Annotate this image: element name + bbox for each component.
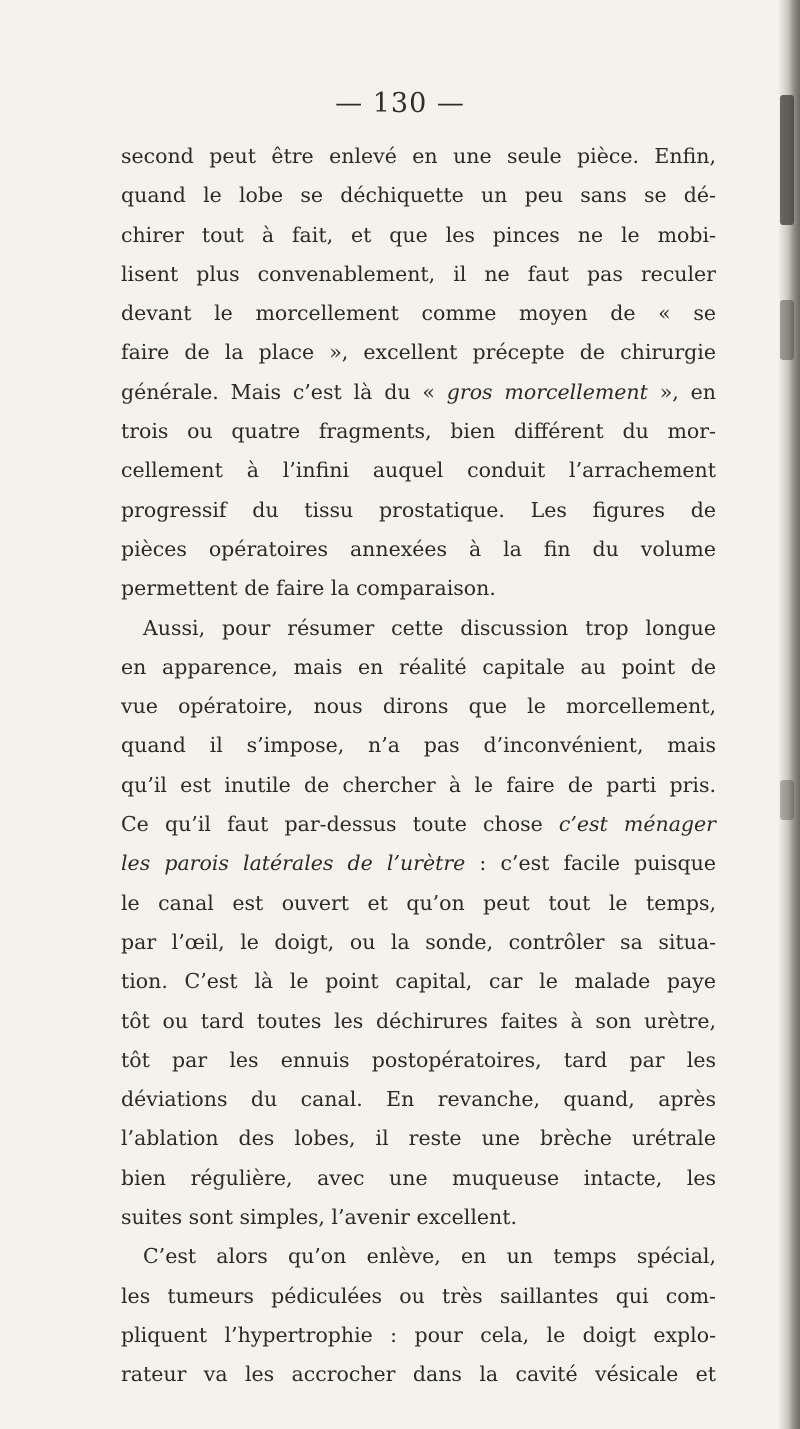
text-run: permettent de faire la comparaison. <box>121 576 496 601</box>
page-edge-mark <box>780 780 794 820</box>
page-edge-mark <box>780 300 794 360</box>
text-run: déviations du canal. En revanche, quand, après <box>121 1087 716 1112</box>
text-run: qu’il est inutile de chercher à le faire de parti pris. <box>121 772 716 797</box>
text-line <box>121 294 716 333</box>
text-line <box>121 609 716 648</box>
text-line <box>121 648 716 687</box>
text-run: : c’est facile puisque <box>465 851 716 876</box>
text-line <box>121 1355 716 1394</box>
text-run: pièces opératoires annexées à la fin du volume <box>121 536 716 561</box>
text-line <box>121 373 716 412</box>
text-run: par l’œil, le doigt, ou la sonde, contrôler sa situa- <box>121 929 716 954</box>
text-run: quand il s’impose, n’a pas d’inconvénient, mais <box>121 733 716 758</box>
text-line <box>121 844 716 883</box>
text-line <box>121 333 716 372</box>
body-text <box>121 137 716 1395</box>
text-run: en apparence, mais en réalité capitale au point de <box>121 654 716 679</box>
text-run: Aussi, pour résumer cette discussion trop longue <box>143 615 716 640</box>
text-run: second peut être enlevé en une seule pièce. Enfin, <box>121 144 716 168</box>
text-line <box>121 412 716 451</box>
text-line <box>121 805 716 844</box>
text-line <box>121 1277 716 1316</box>
text-run: suites sont simples, l’avenir excellent. <box>121 1205 517 1230</box>
text-run: cellement à l’infini auquel conduit l’arrachement <box>121 458 716 483</box>
text-run: bien régulière, avec une muqueuse intacte, les <box>121 1165 716 1190</box>
text-run: les tumeurs pédiculées ou très saillantes qui com- <box>121 1283 716 1308</box>
text-run: chirer tout à fait, et que les pinces ne le mobi- <box>121 222 716 247</box>
text-run: vue opératoire, nous dirons que le morcellement, <box>121 694 716 719</box>
text-run: lisent plus convenablement, il ne faut pas reculer <box>121 261 716 286</box>
text-run: faire de la place », excellent précepte de chirurgie <box>121 340 716 365</box>
text-line <box>121 491 716 530</box>
text-line <box>121 1041 716 1080</box>
text-line <box>121 687 716 726</box>
text-run: tion. C’est là le point capital, car le malade paye <box>121 969 716 994</box>
text-run: le canal est ouvert et qu’on peut tout le temps, <box>121 890 716 915</box>
italic-text: c’est ménager <box>558 812 716 837</box>
text-line <box>121 255 716 294</box>
text-line <box>121 1080 716 1119</box>
text-run: l’ablation des lobes, il reste une brèche urétrale <box>121 1126 716 1151</box>
text-run: tôt ou tard toutes les déchirures faites à son urètre, <box>121 1008 716 1033</box>
text-run: C’est alors qu’on enlève, en un temps spécial, <box>143 1244 716 1269</box>
text-line <box>121 530 716 569</box>
text-run: quand le lobe se déchiquette un peu sans se dé- <box>121 183 716 208</box>
text-line <box>121 451 716 490</box>
text-line <box>121 923 716 962</box>
text-line <box>121 1316 716 1355</box>
text-line <box>121 726 716 765</box>
text-line <box>121 137 716 176</box>
italic-text: gros morcellement <box>446 379 648 404</box>
text-line <box>121 1159 716 1198</box>
text-run: rateur va les accrocher dans la cavité vésicale et <box>121 1362 716 1387</box>
text-run: trois ou quatre fragments, bien différent du mor- <box>121 419 716 444</box>
text-run: devant le morcellement comme moyen de « se <box>121 301 716 326</box>
text-line <box>121 766 716 805</box>
text-line <box>121 216 716 255</box>
text-line <box>121 176 716 215</box>
text-line <box>121 884 716 923</box>
text-line <box>121 569 716 608</box>
text-line <box>121 1002 716 1041</box>
italic-text: les parois latérales de l’urètre <box>121 851 466 876</box>
text-run: pliquent l’hypertrophie : pour cela, le doigt explo- <box>121 1322 716 1347</box>
text-line <box>121 1119 716 1158</box>
text-run: », en <box>647 379 716 404</box>
text-line <box>121 962 716 1001</box>
page-number-header: — 130 — <box>335 88 465 119</box>
text-run: générale. Mais c’est là du « <box>121 379 447 404</box>
text-run: progressif du tissu prostatique. Les figures de <box>121 497 716 522</box>
text-line <box>121 1198 716 1237</box>
text-run: Ce qu’il faut par-dessus toute chose <box>121 812 559 837</box>
text-run: tôt par les ennuis postopératoires, tard par les <box>121 1047 716 1072</box>
text-line <box>121 1237 716 1276</box>
